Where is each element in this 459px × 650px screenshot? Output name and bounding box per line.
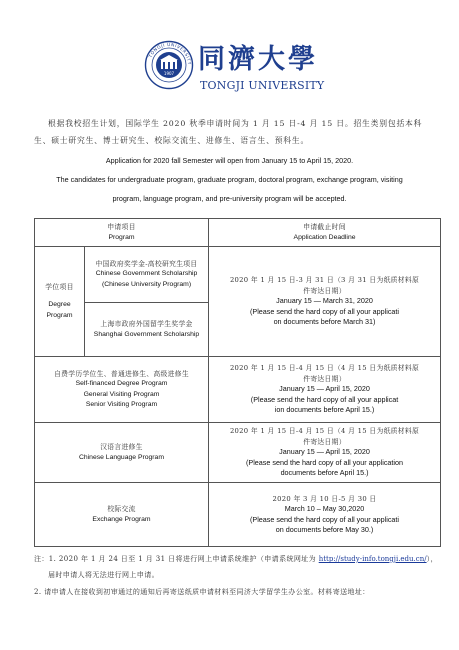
- intro-cn-line2: 生、硕士研究生、博士研究生、校际交流生、进修生、语言生、预科生。: [34, 136, 310, 145]
- table-row: [35, 247, 441, 303]
- self-financed-program: 自费学历学位生、普通进修生、高级进修生 Self-financed Degree Program General Visiting Program Senior Visiting Program: [35, 357, 209, 423]
- table-header-row: [35, 219, 441, 247]
- chinese-government-scholarship: 中国政府奖学金-高校研究生项目 Chinese Government Scholarship (Chinese University Program): [85, 247, 209, 303]
- application-system-link[interactable]: http://study-info.tongji.edu.cn/: [318, 555, 427, 563]
- exchange-program: 校际交流 Exchange Program: [35, 483, 209, 547]
- intro-en-line3: program, language program, and pre-university program will be accepted.: [112, 194, 347, 203]
- intro-en-line2: The candidates for undergraduate program, graduate program, doctoral program, exchange program, visiting: [56, 175, 403, 184]
- shanghai-government-scholarship: 上海市政府外国留学生奖学金 Shanghai Government Scholarship: [85, 303, 209, 357]
- self-financed-deadline: 2020 年 1 月 15 日-4 月 15 日（4 月 15 日为纸质材料原 件寄达日期） January 15 — April 15, 2020 (Please send the hard copy of all your applicat ion documents before April 15.): [209, 357, 441, 423]
- language-deadline: 2020 年 1 月 15 日-4 月 15 日（4 月 15 日为纸质材料原 件寄达日期） January 15 — April 15, 2020 (Please send the hard copy of all your application documents before April 15.): [209, 423, 441, 483]
- note-2: 2. 请申请人在接收到初审通过的通知后再寄送纸质申请材料至同济大学留学生办公室。材料寄送地址：: [34, 588, 370, 596]
- exchange-deadline: 2020 年 3 月 10 日-5 月 30 日 March 10 – May 30,2020 (Please send the hard copy of all your applicati on documents before May 30.): [209, 483, 441, 547]
- header-program: 申请项目 Program: [35, 219, 209, 247]
- degree-deadline: 2020 年 1 月 15 日-3 月 31 日（3 月 31 日为纸质材料原 件寄达日期） January 15 — March 31, 2020 (Please send the hard copy of all your applicati on documents before March 31): [209, 247, 441, 357]
- university-seal-logo: [144, 40, 194, 90]
- table-row: [35, 483, 441, 547]
- intro-en-line1: Application for 2020 fall Semester will open from January 15 to April 15, 2020.: [105, 156, 354, 165]
- note-1-continued: 届时申请人将无法进行网上申请。: [48, 571, 159, 579]
- application-deadline-table: [34, 218, 441, 547]
- chinese-language-program: 汉语言进修生 Chinese Language Program: [35, 423, 209, 483]
- note-1: 注：1. 2020 年 1 月 24 日至 1 月 31 日将进行网上申请系统维护（申请系统网址为 http://study-info.tongji.edu.cn/），: [34, 555, 438, 563]
- svg-text:1907: 1907: [163, 71, 175, 76]
- table-row: [35, 357, 441, 423]
- svg-text:TONGJI UNIVERSITY: TONGJI UNIVERSITY: [148, 42, 192, 66]
- header-deadline: 申请截止时间 Application Deadline: [209, 219, 441, 247]
- degree-program-label: 学位项目 Degree Program: [35, 247, 85, 357]
- table-row: [35, 423, 441, 483]
- intro-cn-line1: 根据我校招生计划，国际学生 2020 秋季申请时间为 1 月 15 日-4 月 15 日。招生类别包括本科: [48, 119, 423, 128]
- university-name-cn: 同濟大學: [198, 44, 318, 75]
- university-name-en: TONGJI UNIVERSITY: [200, 79, 325, 92]
